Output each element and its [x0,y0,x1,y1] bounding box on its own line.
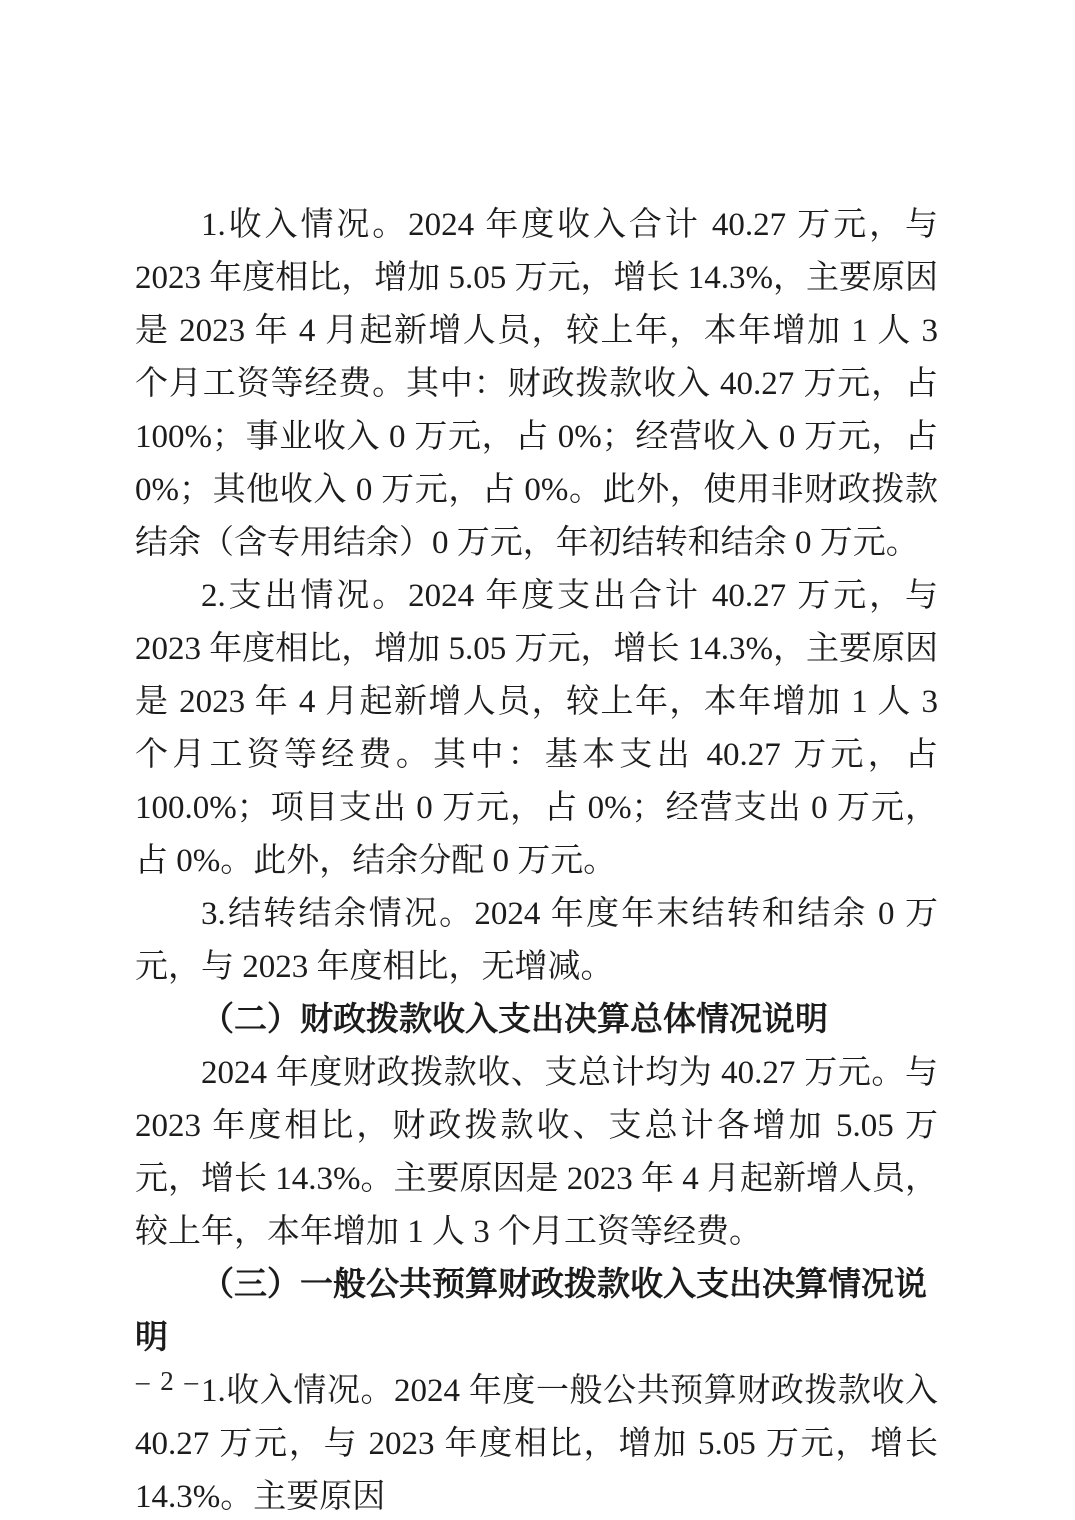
heading-section-3-general-public-budget: （三）一般公共预算财政拨款收入支出决算情况说明 [135,1267,927,1356]
paragraph-fiscal-appropriation-total: 2024 年度财政拨款收、支总计均为 40.27 万元。与 2023 年度相比，财政拨款收、支总计各增加 5.05 万元，增长 14.3%。主要原因是 2023 年 4 月起新增人员，较上年，本年增加 1 人 3 个月工资等经费。 [135,1055,939,1250]
heading-section-2-fiscal-appropriation: （二）财政拨款收入支出决算总体情况说明 [201,1002,828,1038]
document-body [135,199,938,1520]
paragraph-income-overview: 1.收入情况。2024 年度收入合计 40.27 万元，与 2023 年度相比，增加 5.05 万元，增长 14.3%，主要原因是 2023 年 4 月起新增人员，较上年，本年增加 1 人 3 个月工资等经费。其中：财政拨款收入 40.27 万元，占 100%；事业收入 0 万元，占 0%；经营收入 0 万元，占 0%；其他收入 0 万元，占 0%。此外，使用非财政拨款结余（含专用结余）0 万元，年初结转和结余 0 万元。 [135,207,938,561]
paragraph-carryover-balance: 3.结转结余情况。2024 年度年末结转和结余 0 万元，与 2023 年度相比，无增减。 [135,896,938,985]
paragraph-general-budget-income: 1.收入情况。2024 年度一般公共预算财政拨款收入 40.27 万元，与 2023 年度相比，增加 5.05 万元，增长 14.3%。主要原因 [135,1373,938,1515]
paragraph-expenditure-overview: 2.支出情况。2024 年度支出合计 40.27 万元，与 2023 年度相比，增加 5.05 万元，增长 14.3%，主要原因是 2023 年 4 月起新增人员，较上年，本年增加 1 人 3 个月工资等经费。其中：基本支出 40.27 万元，占 100.0%；项目支出 0 万元，占 0%；经营支出 0 万元，占 0%。此外，结余分配 0 万元。 [135,578,938,879]
page-number: – 2 – [136,1366,200,1396]
